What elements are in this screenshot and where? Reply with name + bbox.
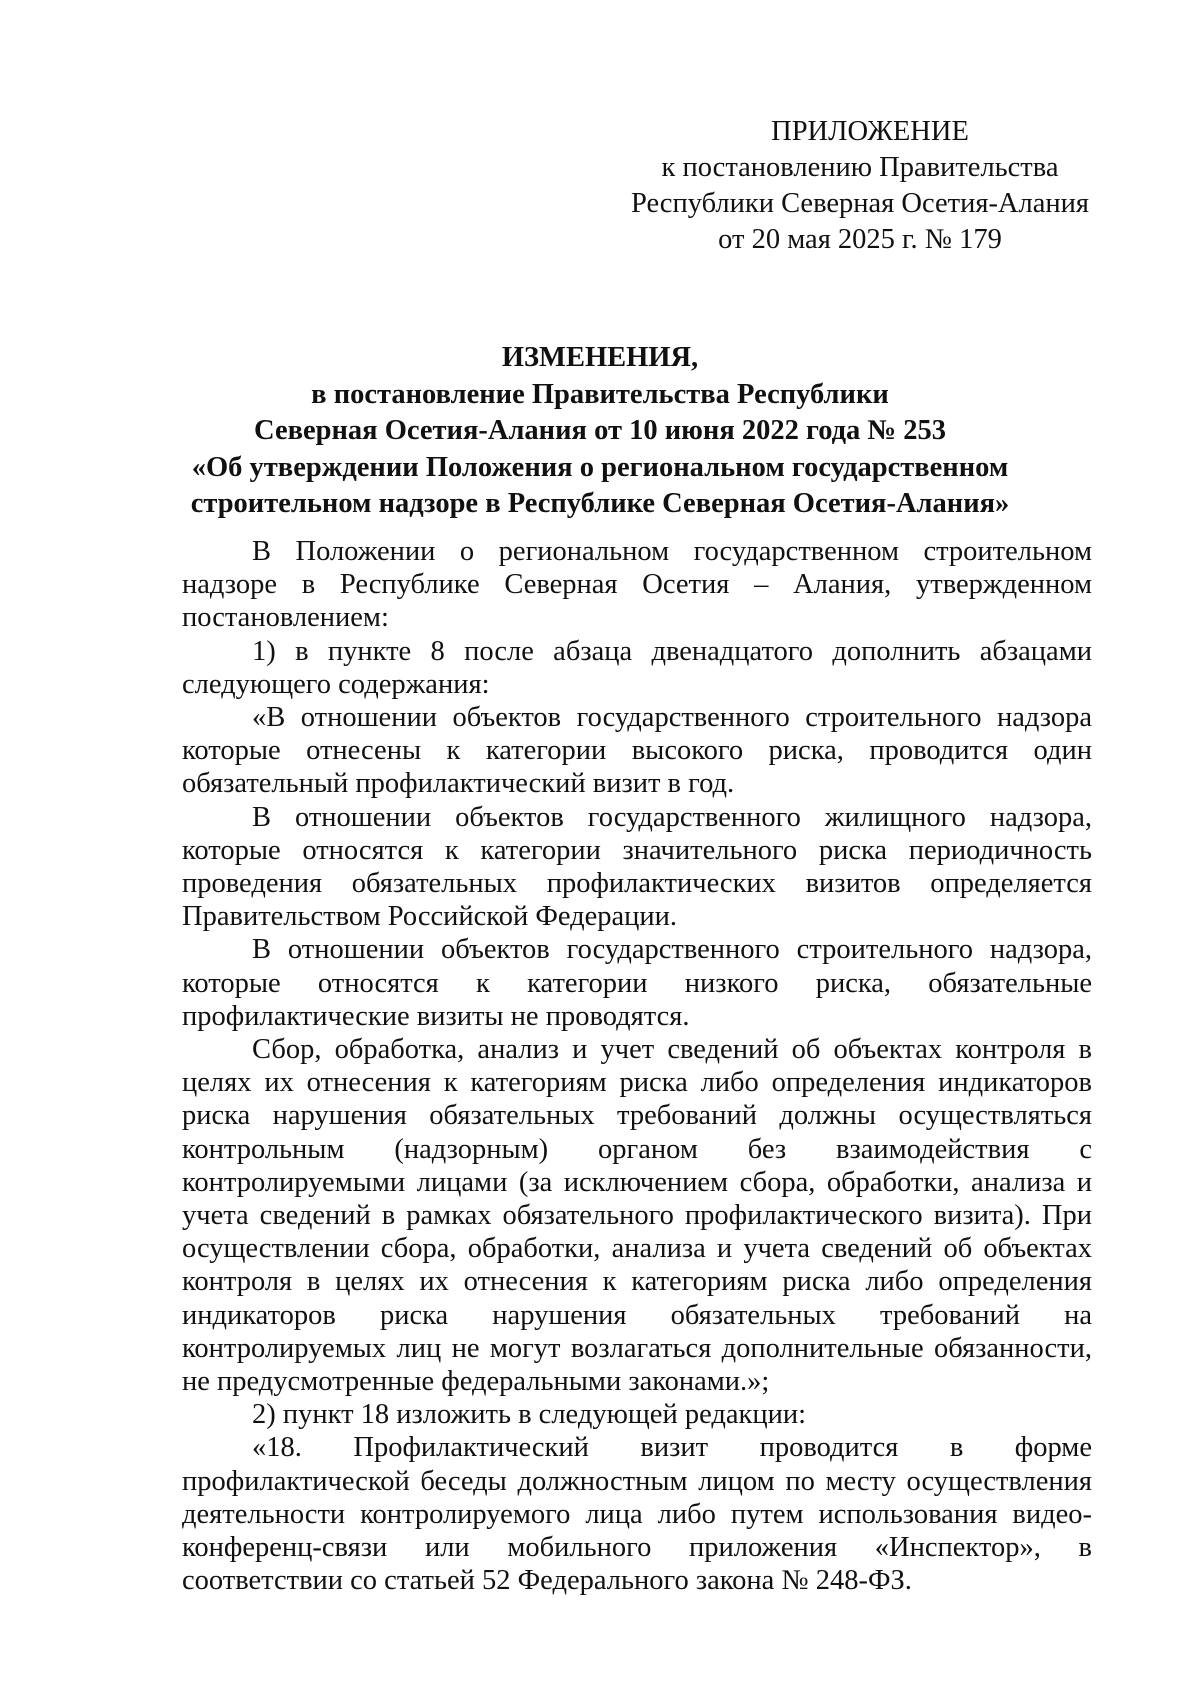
appendix-line-republic: Республики Северная Осетия-Алания <box>630 188 1090 219</box>
paragraph-significant-risk: В отношении объектов государственного жилищного надзора, которые относятся к категории значительного риска периодичность проведения обязательных профилактических визитов определяется Правительством Российской Федерации. <box>182 801 1092 933</box>
paragraph-high-risk: «В отношении объектов государственного строительного надзора которые отнесены к категории высокого риска, проводится один обязательный профилактический визит в год. <box>182 702 1092 800</box>
appendix-title: ПРИЛОЖЕНИЕ <box>771 116 969 147</box>
heading-line-3: Северная Осетия-Алания от 10 июня 2022 года № 253 <box>254 415 946 446</box>
paragraph-data-collection: Сбор, обработка, анализ и учет сведений об объектах контроля в целях их отнесения к категориям риска либо определения индикаторов риска нарушения обязательных требований должны осуществляться контрольным (надзорным) органом без взаимодействия с контролируемыми лицами (за исключением сбора, обработки, анализа и учета сведений в рамках обязательного профилактического визита). При осуществлении сбора, обработки, анализа и учета сведений об объектах контроля в целях их отнесения к категориям риска либо определения индикаторов риска нарушения обязательных требований на контролируемых лиц не могут возлагаться дополнительные обязанности, не предусмотренные федеральными законами.»; <box>182 1034 1092 1398</box>
heading-line-2: в постановление Правительства Республики <box>311 378 889 410</box>
document-heading <box>120 340 1080 523</box>
paragraph-item-1: 1) в пункте 8 после абзаца двенадцатого дополнить абзацами следующего содержания: <box>182 635 1092 700</box>
paragraph-item-2: 2) пункт 18 изложить в следующей редакции: <box>252 1399 807 1431</box>
appendix-line-resolution: к постановлению Правительства <box>661 152 1059 183</box>
paragraph-intro: В Положении о региональном государственном строительном надзоре в Республике Северная Осетия – Алания, утвержденном постановлением: <box>182 536 1092 634</box>
paragraph-item-18: «18. Профилактический визит проводится в форме профилактической беседы должностным лицом по месту осуществления деятельности контролируемого лица либо путем использования видео-конференц-связи или мобильного приложения «Инспектор», в соответствии со статьей 52 Федерального закона № 248-ФЗ. <box>182 1432 1092 1597</box>
document-body <box>182 535 1092 1598</box>
appendix-block <box>600 114 1120 258</box>
appendix-line-date-number: от 20 мая 2025 г. № 179 <box>718 224 1002 255</box>
paragraph-low-risk: В отношении объектов государственного строительного надзора, которые относятся к категории низкого риска, обязательные профилактические визиты не проводятся. <box>182 934 1092 1032</box>
heading-line-5: строительном надзоре в Республике Северная Осетия-Алания» <box>190 488 1010 519</box>
heading-line-4: «Об утверждении Положения о региональном государственном <box>191 451 1009 483</box>
heading-title: ИЗМЕНЕНИЯ, <box>501 342 699 373</box>
